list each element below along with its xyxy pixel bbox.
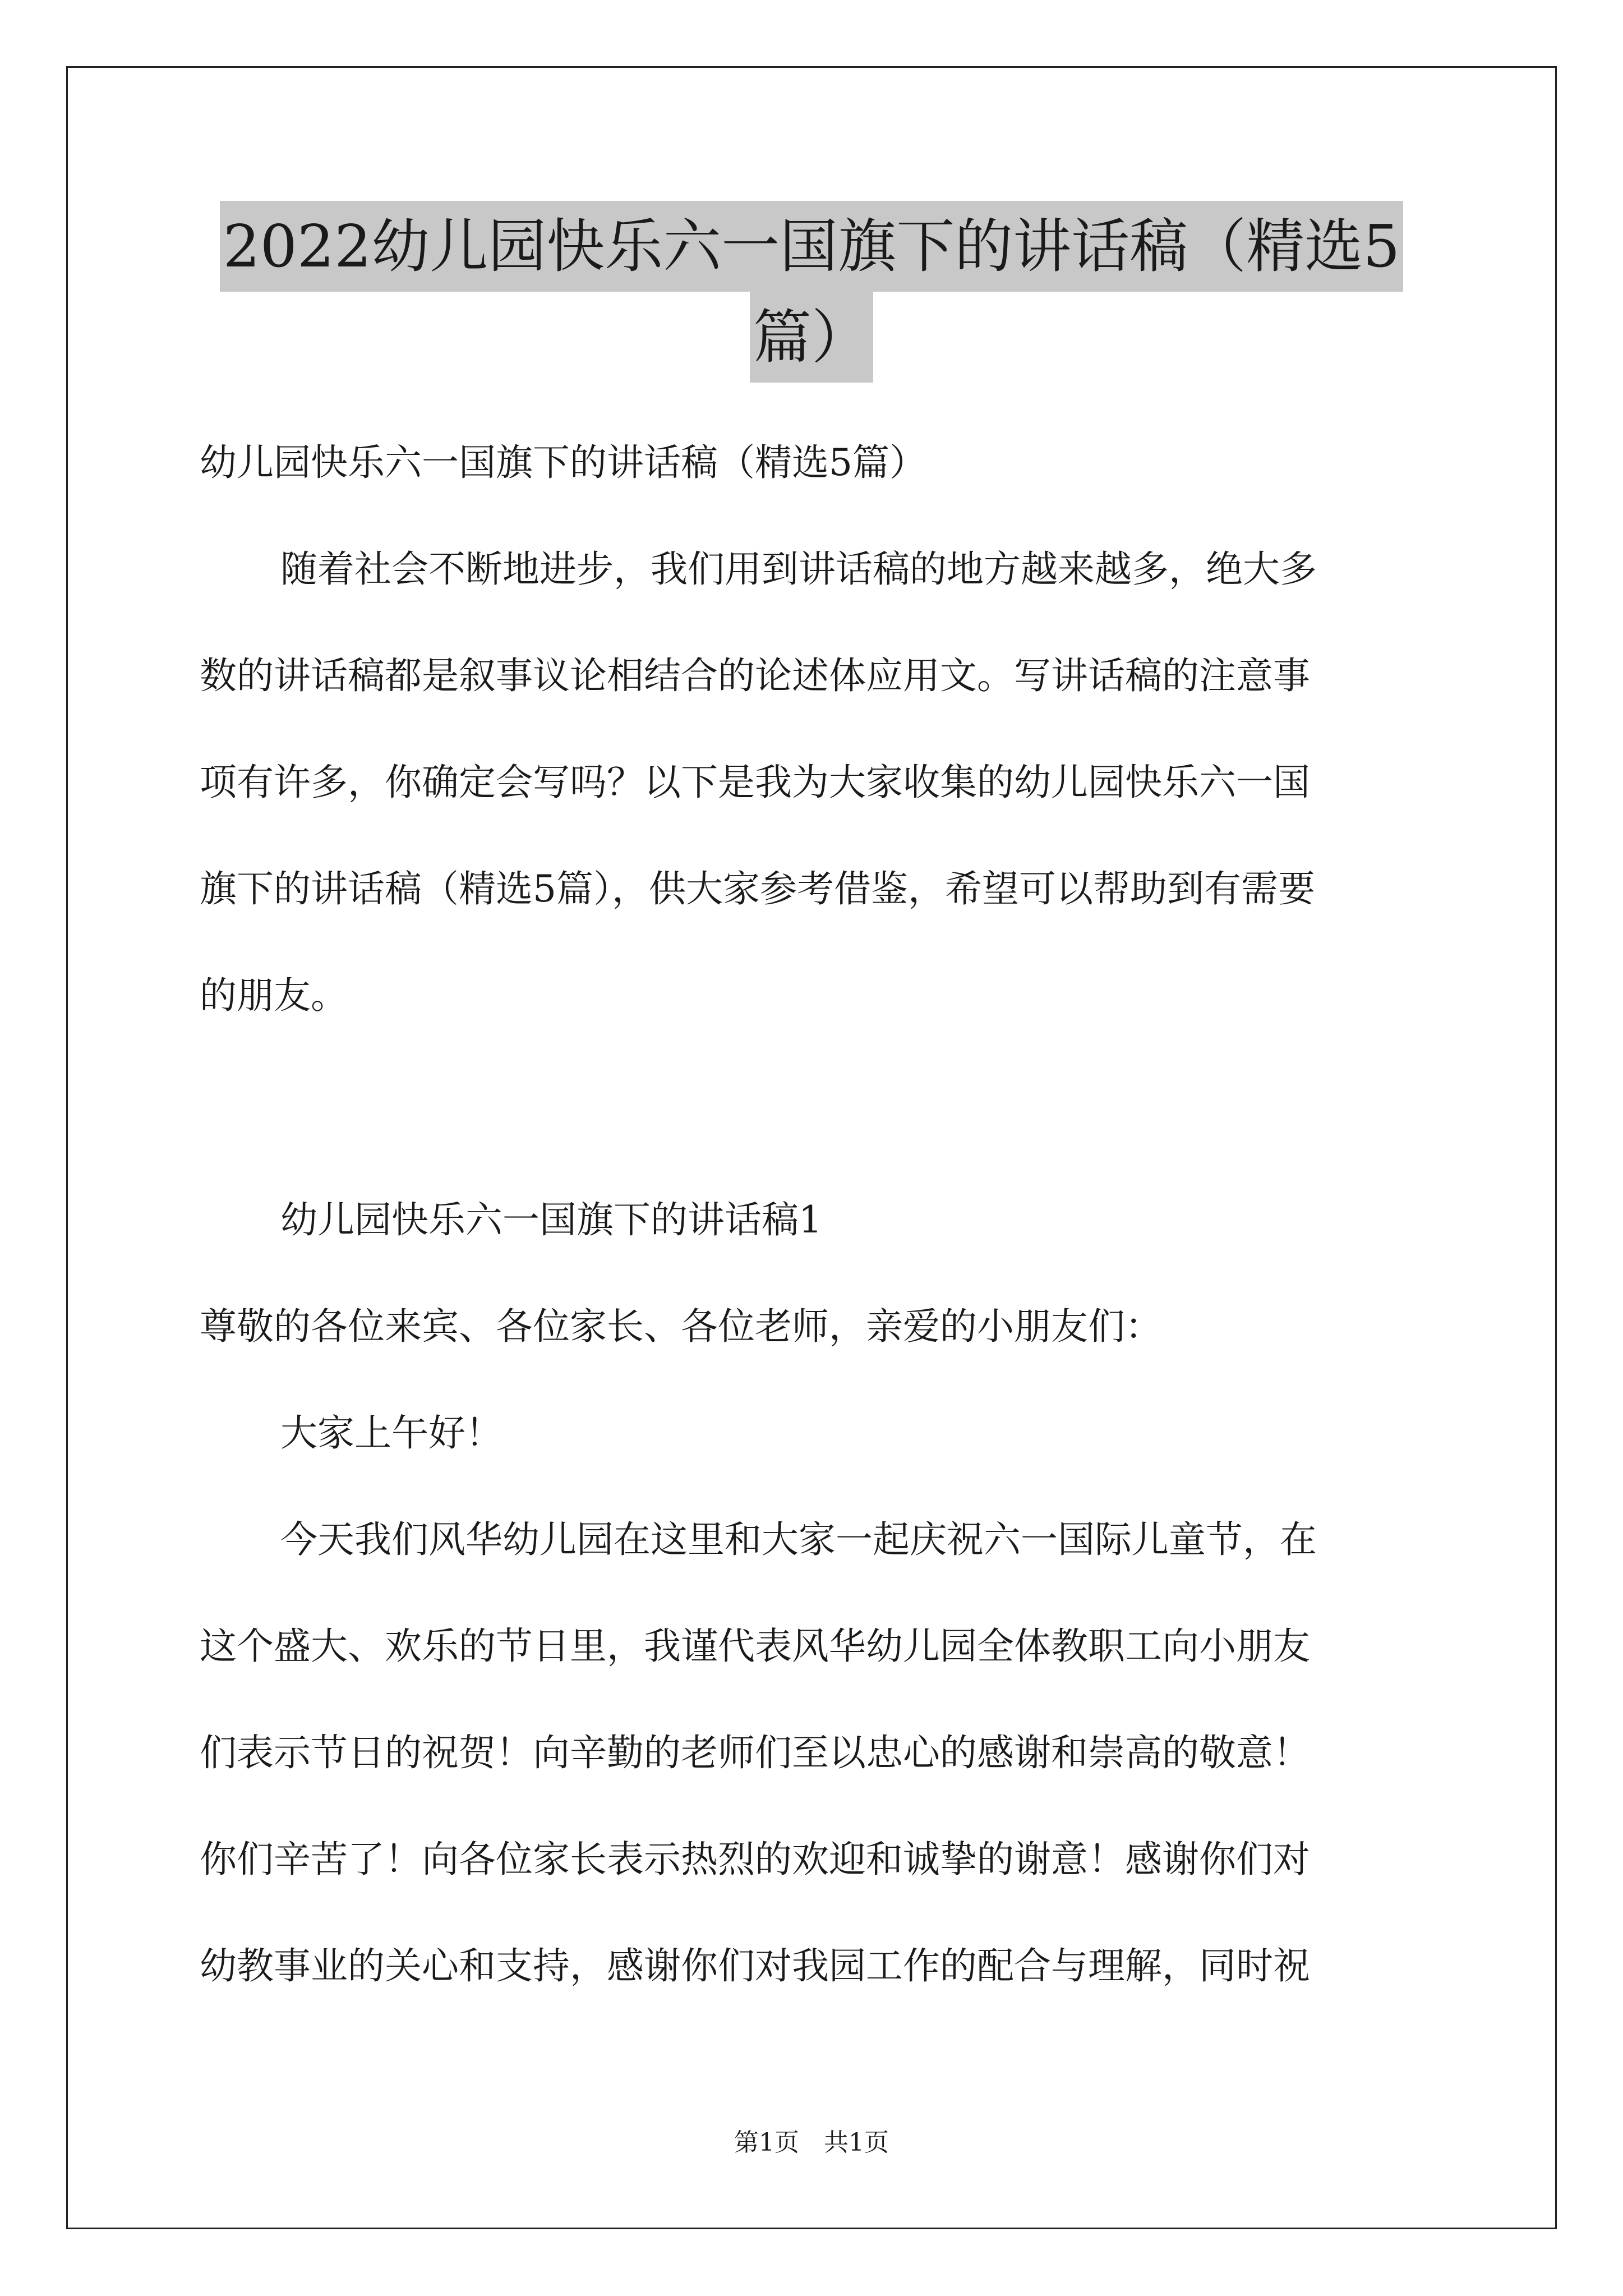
speech-paragraph [200, 1487, 1430, 2019]
paragraph-line: 项有许多，你确定会写吗？以下是我为大家收集的幼儿园快乐六一国 [200, 761, 1310, 804]
intro-paragraph [200, 516, 1430, 1049]
paragraph-line: 的朋友。 [200, 974, 348, 1017]
subtitle-text: 幼儿园快乐六一国旗下的讲话稿（精选5篇） [200, 441, 926, 484]
subtitle [200, 409, 1430, 516]
paragraph-line: 幼教事业的关心和支持，感谢你们对我园工作的配合与理解，同时祝 [200, 1944, 1310, 1987]
paragraph-line: 随着社会不断地进步，我们用到讲话稿的地方越来越多，绝大多 [280, 547, 1317, 591]
paragraph-line: 数的讲话稿都是叙事议论相结合的论述体应用文。写讲话稿的注意事 [200, 654, 1310, 697]
document-title [196, 201, 1427, 383]
paragraph-line: 你们辛苦了！向各位家长表示热烈的欢迎和诚挚的谢意！感谢你们对 [200, 1838, 1310, 1881]
greeting-text: 大家上午好！ [280, 1411, 502, 1455]
paragraph-line: 这个盛大、欢乐的节日里，我谨代表风华幼儿园全体教职工向小朋友 [200, 1625, 1310, 1668]
salutation-text: 尊敬的各位来宾、各位家长、各位老师，亲爱的小朋友们： [200, 1305, 1162, 1348]
title-line-2: 篇） [750, 292, 873, 383]
section-heading [200, 1167, 1430, 1273]
title-line-1: 2022幼儿园快乐六一国旗下的讲话稿（精选5 [220, 201, 1404, 292]
greeting [200, 1380, 1430, 1487]
paragraph-line: 旗下的讲话稿（精选5篇），供大家参考借鉴，希望可以帮助到有需要 [200, 867, 1315, 910]
section-heading-text: 幼儿园快乐六一国旗下的讲话稿1 [280, 1198, 822, 1241]
page-footer: 第1页 共1页 [734, 2128, 889, 2157]
paragraph-line: 今天我们风华幼儿园在这里和大家一起庆祝六一国际儿童节，在 [280, 1518, 1317, 1561]
salutation [200, 1273, 1430, 1380]
paragraph-line: 们表示节日的祝贺！向辛勤的老师们至以忠心的感谢和崇高的敬意！ [200, 1731, 1310, 1774]
